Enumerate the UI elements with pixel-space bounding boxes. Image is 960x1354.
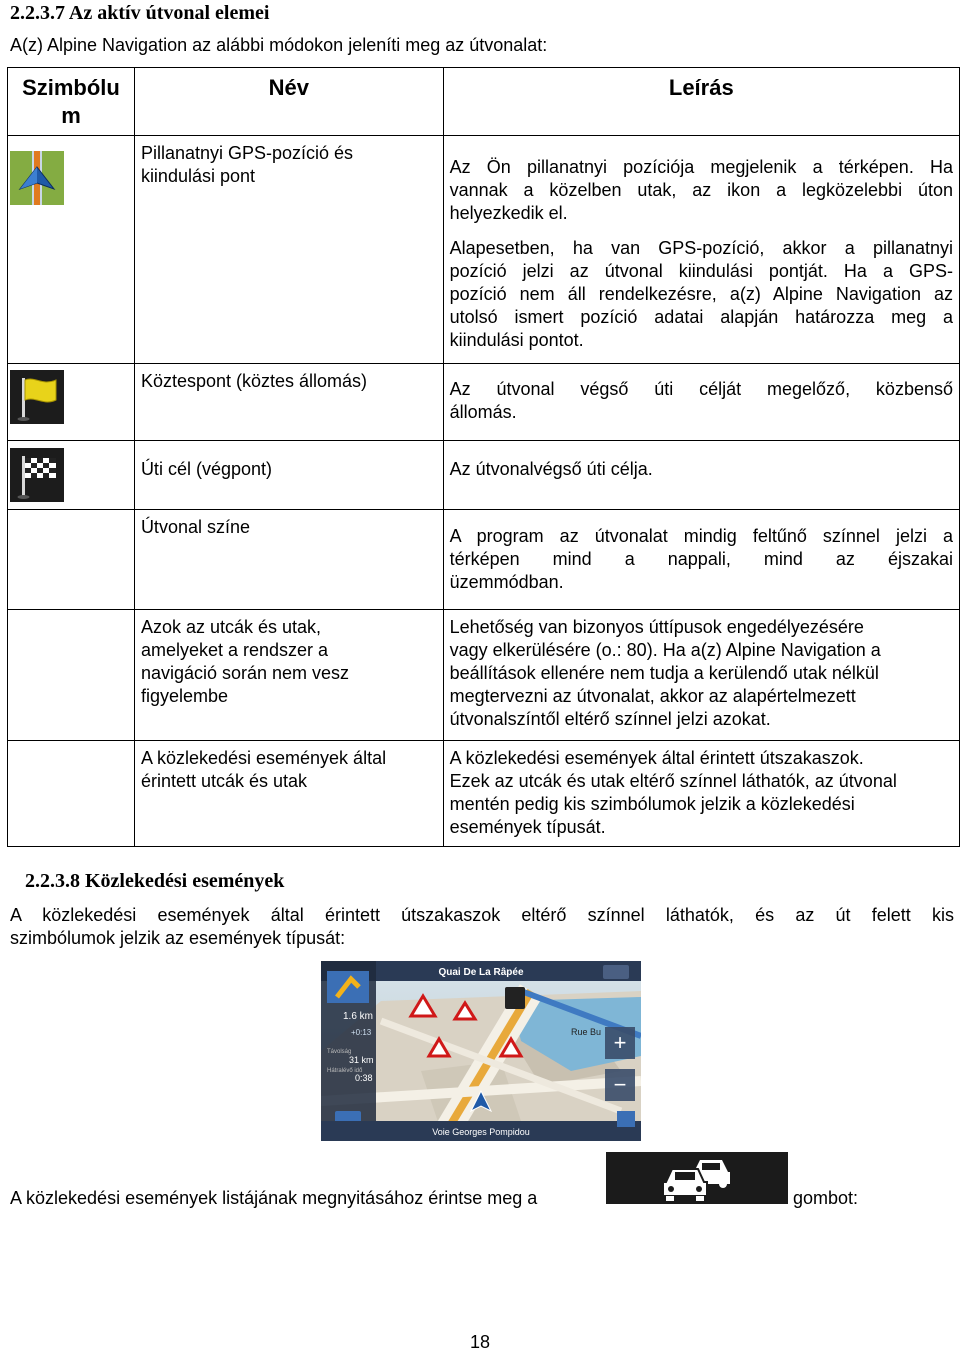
symbol-cell [8, 741, 135, 847]
symbol-cell [8, 441, 135, 510]
section-title: Az aktív útvonal elemei [68, 2, 270, 24]
section-intro: A(z) Alpine Navigation az alábbi módokon jeleníti meg az útvonalat: [10, 35, 548, 55]
description-cell: Lehetőség van bizonyos úttípusok engedélyezésére vagy elkerülésére (o.: 80). Ha a(z) Alpine Navigation a beállítások ellenére nem tudja a kerülendő utak nélkül megtervezni az útvonalat, akkor az alapértelmezett útvonalszíntől eltérő színnel jelzi azokat. [443, 610, 959, 741]
delay-time: +0:13 [351, 1028, 372, 1037]
remaining-time: 0:38 [355, 1073, 373, 1083]
street-name-top: Quai De La Râpée [438, 967, 524, 978]
next-turn-distance: 1.6 km [343, 1011, 374, 1022]
header-name: Név [134, 68, 443, 136]
street-name-side: Rue Bu [571, 1027, 602, 1037]
symbol-cell [8, 510, 135, 610]
street-name-bottom: Voie Georges Pompidou [432, 1127, 530, 1137]
route-elements-table [7, 67, 960, 847]
button-sentence-after: gombot: [793, 1188, 859, 1208]
plus-icon: + [613, 1030, 627, 1055]
section-title: Közlekedési események [85, 870, 285, 892]
sound-button[interactable] [617, 1111, 635, 1127]
section-heading-route-elements [10, 2, 269, 25]
table-header-row [8, 68, 960, 136]
name-cell: Úti cél (végpont) [134, 441, 443, 510]
traffic-cars-icon [606, 1152, 788, 1204]
remaining-distance-label: Távolság [327, 1049, 352, 1055]
description-cell: A közlekedési események által érintett útszakaszok. Ezek az utcák és utak eltérő színnel láthatók, az útvonal mentén pedig kis szimbólumok jelzik a közlekedési események típusát. [443, 741, 959, 847]
table-row [8, 441, 960, 510]
traffic-light-icon [505, 987, 525, 1009]
name-cell: A közlekedési események által érintett utcák és utak [134, 741, 443, 847]
button-sentence-before: A közlekedési események listájának megnyitásához érintse meg a [10, 1188, 538, 1208]
name-cell: Azok az utcák és utak, amelyeket a rendszer a navigáció során nem vesz figyelembe [134, 610, 443, 741]
traffic-button[interactable] [606, 1152, 788, 1204]
table-row [8, 364, 960, 441]
gps-position-arrow-icon [10, 151, 64, 205]
description-cell: Az Ön pillanatnyi pozíciója megjelenik a térképen. Ha vannak a közelben utak, az ikon a legközelebbi úton helyezkedik el. Alapesetben, ha van GPS-pozíció, akkor a pillanatnyi pozíció jelzi az útvonal kiindulási pontját. Ha a GPS- pozíció nem áll rendelkezésre, a(z) Alpine Navigation az utolsó ismert pozíció adatai alapján határozza meg a kiindulási pontot. [443, 136, 959, 364]
checkered-flag-icon [10, 448, 64, 502]
description-cell: Az útvonal végső úti célját megelőző, közbenső állomás. [443, 364, 959, 441]
table-row [8, 136, 960, 364]
remaining-time-label: Hátralévő idő [327, 1068, 363, 1074]
section-number: 2.2.3.8 [25, 870, 80, 892]
traffic-events-paragraph: A közlekedési események által érintett útszakaszok eltérő színnel láthatók, és az út felett kis szimbólumok jelzik az események típusát: [10, 905, 954, 948]
navigation-screenshot [321, 961, 641, 1141]
name-cell: Útvonal színe [134, 510, 443, 610]
menu-grid-icon[interactable] [603, 965, 629, 979]
section-heading-traffic-events [25, 870, 284, 893]
table-row [8, 741, 960, 847]
yellow-flag-icon [10, 370, 64, 424]
symbol-cell [8, 610, 135, 741]
name-cell: Pillanatnyi GPS-pozíció és kiindulási pont [134, 136, 443, 364]
name-cell: Köztespont (köztes állomás) [134, 364, 443, 441]
symbol-cell [8, 364, 135, 441]
header-description: Leírás [443, 68, 959, 136]
navigation-map [321, 961, 641, 1141]
table-row [8, 510, 960, 610]
symbol-cell [8, 136, 135, 364]
table-row [8, 610, 960, 741]
description-cell: A program az útvonalat mindig feltűnő színnel jelzi a térképen mind a nappali, mind az éjszakai üzemmódban. [443, 510, 959, 610]
remaining-distance: 31 km [349, 1055, 374, 1065]
page-number: 18 [470, 1332, 491, 1352]
section-number: 2.2.3.7 [10, 2, 65, 24]
header-symbol: Szimbólu m [8, 68, 135, 136]
minus-icon: − [613, 1072, 627, 1097]
description-cell: Az útvonalvégső úti célja. [443, 441, 959, 510]
